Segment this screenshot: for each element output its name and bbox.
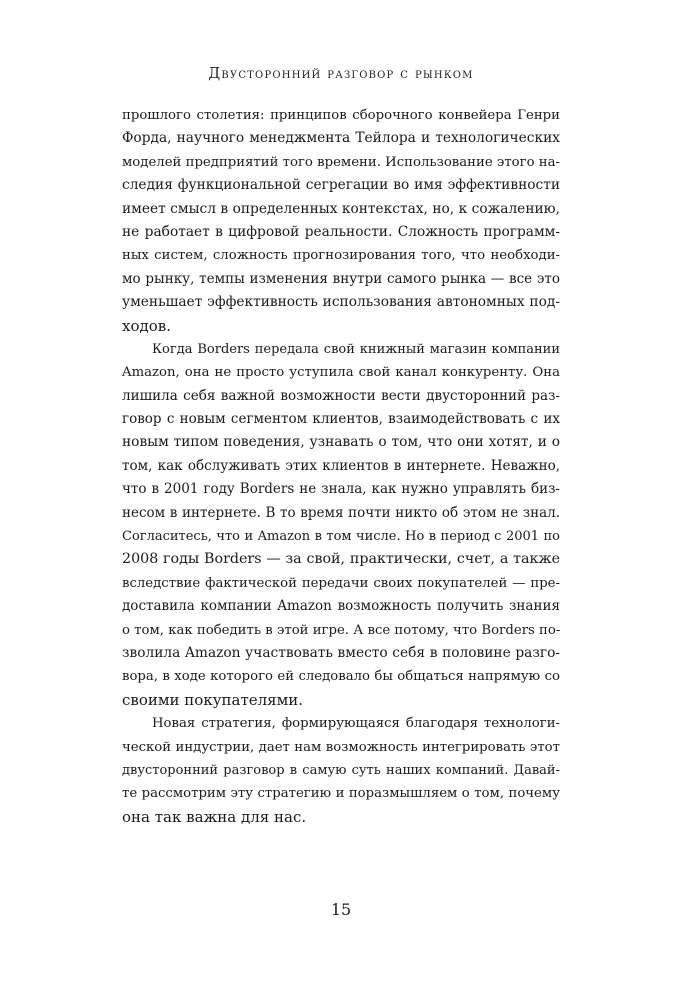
text-line: двусторонний разговор в самую суть наших компаний. Давай- <box>122 762 560 778</box>
text-line: новым типом поведения, узнавать о том, что они хотят, и о <box>122 434 560 451</box>
text-line: зволила Amazon участвовать вместо себя в половине разго- <box>122 644 560 661</box>
text-line: мо рынку, темпы изменения внутри самого рынка — все это <box>122 270 560 287</box>
text-line: ческой индустрии, дает нам возможность интегрировать этот <box>122 739 560 755</box>
text-line: Когда Borders передала свой книжный магазин компании <box>152 341 560 357</box>
text-line: Форда, научного менеджмента Тейлора и технологических <box>122 130 560 147</box>
paragraph-3 <box>122 712 560 829</box>
text-line: 2008 годы Borders — за свой, практически, счет, а также <box>122 551 560 568</box>
text-line: Amazon, она не просто уступила свой канал конкуренту. Она <box>122 365 560 381</box>
text-line: Согласитесь, что и Amazon в том числе. Но в период с 2001 по <box>122 529 560 545</box>
text-line: Новая стратегия, формирующаяся благодаря технологи- <box>152 716 560 732</box>
body-text <box>122 104 560 829</box>
text-line: лишила себя важной возможности вести двусторонний раз- <box>122 387 560 404</box>
text-line: о том, как победить в этой игре. А все потому, что Borders по- <box>122 622 561 638</box>
text-line: она так важна для нас. <box>122 807 307 826</box>
text-line: вследствие фактической передачи своих покупателей — пре- <box>122 575 560 591</box>
text-line: следия функциональной сегрегации во имя эффективности <box>122 177 560 194</box>
text-line: своими покупателями. <box>122 690 304 709</box>
running-header: Двусторонний разговор с рынком <box>208 66 474 82</box>
text-line: том, как обслуживать этих клиентов в интернете. Неважно, <box>122 457 560 474</box>
text-line: уменьшает эффективность использования автономных под- <box>122 294 560 311</box>
paragraph-1 <box>122 104 560 338</box>
text-line: те рассмотрим эту стратегию и поразмышляем о том, почему <box>122 786 560 802</box>
text-line: вора, в ходе которого ей следовало бы общаться напрямую со <box>122 669 560 685</box>
text-line: доставила компании Amazon возможность получить знания <box>122 598 560 615</box>
text-line: имеет смысл в определенных контекстах, но, к сожалению, <box>122 200 560 217</box>
text-line: несом в интернете. В то время почти никто об этом не знал. <box>122 504 560 521</box>
text-line: ных систем, сложность прогнозирования того, что необходи- <box>122 248 560 264</box>
text-line: ходов. <box>122 316 171 335</box>
text-line: говор с новым сегментом клиентов, взаимодействовать с их <box>122 411 560 428</box>
text-line: не работает в цифровой реальности. Сложность программ- <box>122 223 560 240</box>
text-line: что в 2001 году Borders не знала, как нужно управлять биз- <box>122 481 560 498</box>
paragraph-2 <box>122 338 560 712</box>
text-line: моделей предприятий того времени. Использование этого на- <box>122 154 560 170</box>
text-line: прошлого столетия: принципов сборочного конвейера Генри <box>122 108 560 123</box>
page-number: 15 <box>330 900 352 919</box>
